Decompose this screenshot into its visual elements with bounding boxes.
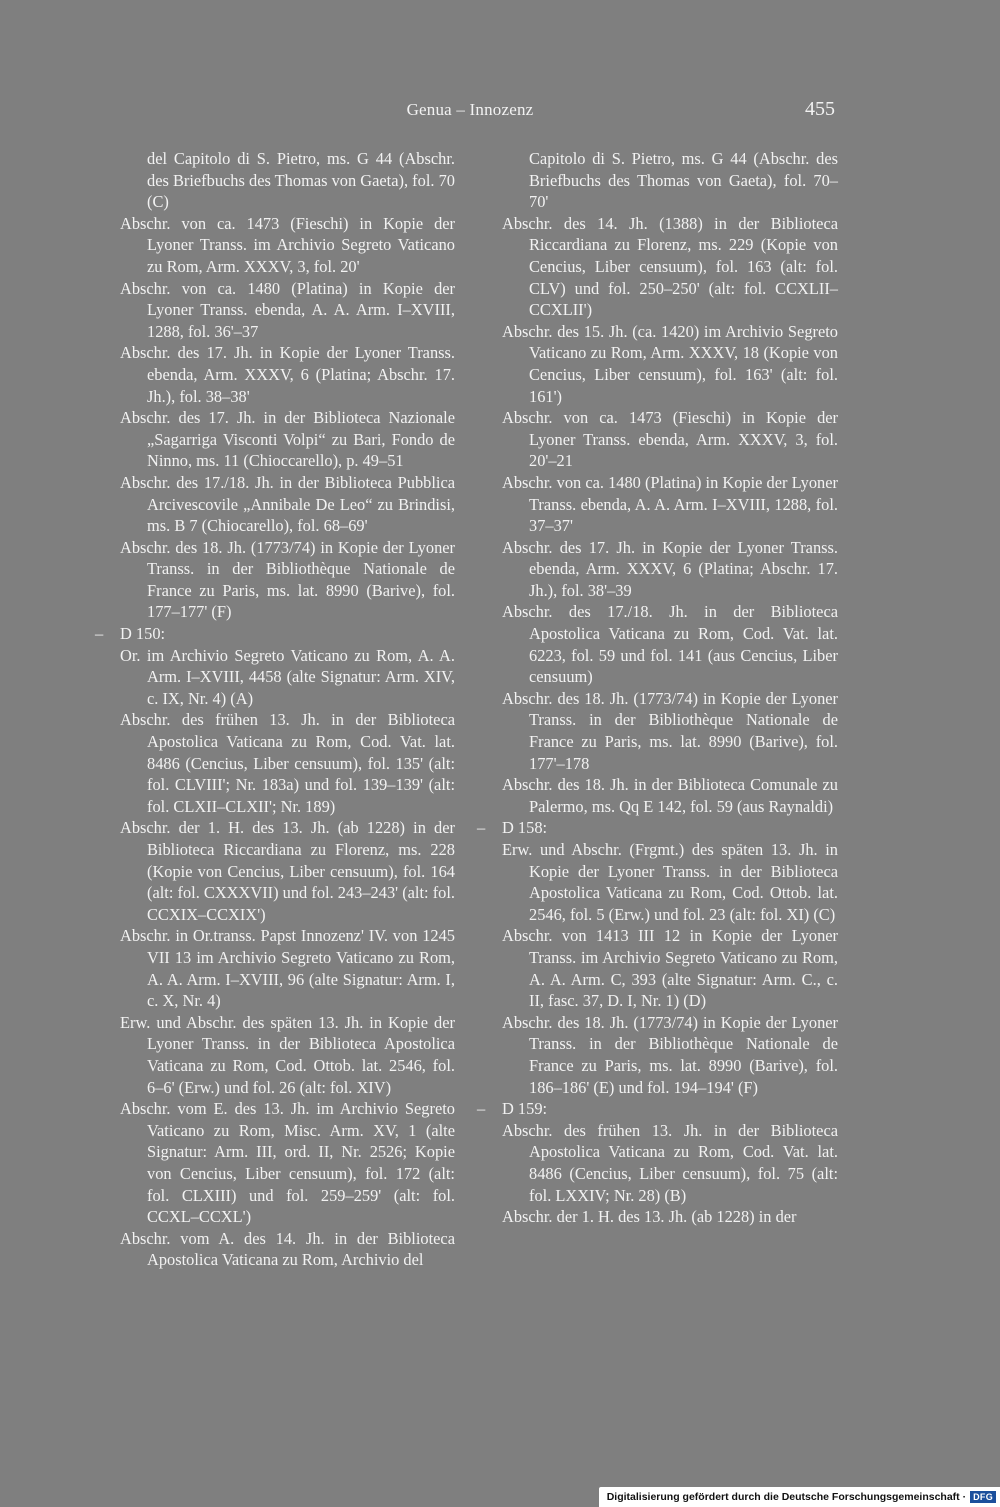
transmission-entry: Or. im Archivio Segreto Vaticano zu Rom, A. A. Arm. I–XVIII, 4458 (alte Signatur: Arm. XIV, c. IX, Nr. 4) (A): [120, 645, 455, 708]
section-dash: –: [95, 624, 104, 644]
transmission-entry: del Capitolo di S. Pietro, ms. G 44 (Abschr. des Briefbuchs des Thomas von Gaeta), fol. 70 (C): [147, 149, 455, 212]
running-header: Genua – Innozenz: [406, 100, 534, 119]
transmission-entry: Abschr. des 15. Jh. (ca. 1420) im Archivio Segreto Vaticano zu Rom, Arm. XXXV, 18 (Kopie von Cencius, Liber censuum), fol. 163' (alt: fol. 161'): [502, 321, 838, 406]
funding-notice-text: Digitalisierung gefördert durch die Deutsche Forschungsgemeinschaft ·: [606, 1491, 967, 1503]
transmission-entry: Abschr. vom E. des 13. Jh. im Archivio Segreto Vaticano zu Rom, Misc. Arm. XV, 1 (alte Signatur: Arm. III, ord. II, Nr. 2526; Kopie von Cencius, Liber censuum), fol. 172 (alt: fol. CLXIII) und fol. 259–259' (alt: fol. CCXL–CCXL'): [120, 1099, 455, 1227]
section-label: D 159:: [502, 1099, 548, 1119]
dfg-funding-notice[interactable]: [599, 1487, 1000, 1507]
section-heading: [477, 1098, 838, 1120]
page-number: 455: [805, 98, 835, 120]
right-column: [477, 148, 838, 1228]
transmission-entry: Abschr. von ca. 1473 (Fieschi) in Kopie der Lyoner Transs. im Archivio Segreto Vaticano zu Rom, Arm. XXXV, 3, fol. 20': [120, 213, 455, 276]
transmission-entry: Abschr. der 1. H. des 13. Jh. (ab 1228) in der Biblioteca Riccardiana zu Florenz, ms. 228 (Kopie von Cencius, Liber censuum), fol. 164 (alt: fol. CXXXVII) und fol. 243–243' (alt: fol. CCXIX–CCXIX'): [120, 818, 455, 924]
transmission-entry: Erw. und Abschr. (Frgmt.) des späten 13. Jh. in Kopie der Lyoner Transs. in der Biblioteca Apostolica Vaticana zu Rom, Cod. Ottob. lat. 2546, fol. 5 (Erw.) und fol. 23 (alt: fol. XI) (C): [502, 840, 838, 924]
dfg-logo: DFG: [970, 1491, 996, 1503]
transmission-entry: Abschr. von ca. 1480 (Platina) in Kopie der Lyoner Transs. ebenda, A. A. Arm. I–XVIII, 1288, fol. 36'–37: [120, 278, 455, 341]
transmission-entry: Abschr. des 18. Jh. (1773/74) in Kopie der Lyoner Transs. in der Bibliothèque Nationale de France zu Paris, ms. lat. 8990 (Barive), fol. 177–177' (F): [120, 537, 455, 622]
transmission-entry: Abschr. des 14. Jh. (1388) in der Biblioteca Riccardiana zu Florenz, ms. 229 (Kopie von Cencius, Liber censuum), fol. 163 (alt: fol. CLV) und fol. 250–250' (alt: fol. CCXLII–CCXLII'): [502, 213, 838, 320]
transmission-entry: Abschr. des 17. Jh. in der Biblioteca Nazionale „Sagarriga Visconti Volpi“ zu Bari, Fondo de Ninno, ms. 11 (Chioccarello), p. 49–51: [120, 408, 455, 471]
transmission-entry: Abschr. von ca. 1473 (Fieschi) in Kopie der Lyoner Transs. ebenda, Arm. XXXV, 3, fol. 20'–21: [502, 408, 838, 471]
section-dash: –: [477, 1099, 486, 1119]
transmission-entry: Abschr. des 17./18. Jh. in der Biblioteca Apostolica Vaticana zu Rom, Cod. Vat. lat. 6223, fol. 59 und fol. 141 (aus Cencius, Liber censuum): [502, 602, 838, 687]
transmission-entry: Abschr. vom A. des 14. Jh. in der Biblioteca Apostolica Vaticana zu Rom, Archivio del: [120, 1228, 455, 1270]
transmission-entry: Abschr. in Or.transs. Papst Innozenz' IV. von 1245 VII 13 im Archivio Segreto Vaticano zu Rom, A. A. Arm. I–XVIII, 96 (alte Signatur: Arm. I, c. X, Nr. 4): [120, 926, 455, 1011]
transmission-entry: Abschr. des frühen 13. Jh. in der Biblioteca Apostolica Vaticana zu Rom, Cod. Vat. lat. 8486 (Cencius, Liber censuum), fol. 135' (alt: fol. CLVIII'; Nr. 183a) und fol. 139–139' (alt: fol. CLXII–CLXII'; Nr. 189): [120, 710, 455, 816]
section-dash: –: [477, 818, 486, 838]
section-heading: [477, 817, 838, 839]
transmission-entry: Abschr. von ca. 1480 (Platina) in Kopie der Lyoner Transs. ebenda, A. A. Arm. I–XVIII, 1288, fol. 37–37': [502, 472, 838, 536]
transmission-entry: Abschr. des 18. Jh. (1773/74) in Kopie der Lyoner Transs. in der Bibliothèque Nationale de France zu Paris, ms. lat. 8990 (Barive), fol. 186–186' (E) und fol. 194–194' (F): [502, 1012, 838, 1097]
transmission-entry: Capitolo di S. Pietro, ms. G 44 (Abschr. des Briefbuchs des Thomas von Gaeta), fol. 70–70': [529, 149, 838, 212]
section-label: D 150:: [120, 624, 166, 644]
transmission-entry: Abschr. des 18. Jh. in der Biblioteca Comunale zu Palermo, ms. Qq E 142, fol. 59 (aus Raynaldi): [502, 775, 838, 816]
left-column: [95, 148, 455, 1271]
transmission-entry: Abschr. des 17. Jh. in Kopie der Lyoner Transs. ebenda, Arm. XXXV, 6 (Platina; Abschr. 17. Jh.), fol. 38–38': [120, 343, 455, 406]
transmission-entry: Abschr. des 17./18. Jh. in der Biblioteca Pubblica Arcivescovile „Annibale De Leo“ zu Brindisi, ms. B 7 (Chiocarello), fol. 68–69': [120, 472, 455, 536]
transmission-entry: Abschr. von 1413 III 12 in Kopie der Lyoner Transs. im Archivio Segreto Vaticano zu Rom, A. A. Arm. C, 393 (alte Signatur: Arm. C., c. II, fasc. 37, D. I, Nr. 1) (D): [502, 926, 838, 1011]
transmission-entry: Abschr. des frühen 13. Jh. in der Biblioteca Apostolica Vaticana zu Rom, Cod. Vat. lat. 8486 (Cencius, Liber censuum), fol. 75 (alt: fol. LXXIV; Nr. 28) (B): [502, 1120, 838, 1205]
transmission-entry: Abschr. der 1. H. des 13. Jh. (ab 1228) in der: [502, 1207, 797, 1227]
transmission-entry: Erw. und Abschr. des späten 13. Jh. in Kopie der Lyoner Transs. in der Biblioteca Apostolica Vaticana zu Rom, Cod. Ottob. lat. 2546, fol. 6–6' (Erw.) und fol. 26 (alt: fol. XIV): [120, 1012, 455, 1097]
section-label: D 158:: [502, 818, 548, 838]
transmission-entry: Abschr. des 18. Jh. (1773/74) in Kopie der Lyoner Transs. in der Bibliothèque Nationale de France zu Paris, ms. lat. 8990 (Barive), fol. 177'–178: [502, 688, 838, 773]
transmission-entry: Abschr. des 17. Jh. in Kopie der Lyoner Transs. ebenda, Arm. XXXV, 6 (Platina; Abschr. 17. Jh.), fol. 38'–39: [502, 537, 838, 600]
section-heading: [95, 623, 455, 645]
